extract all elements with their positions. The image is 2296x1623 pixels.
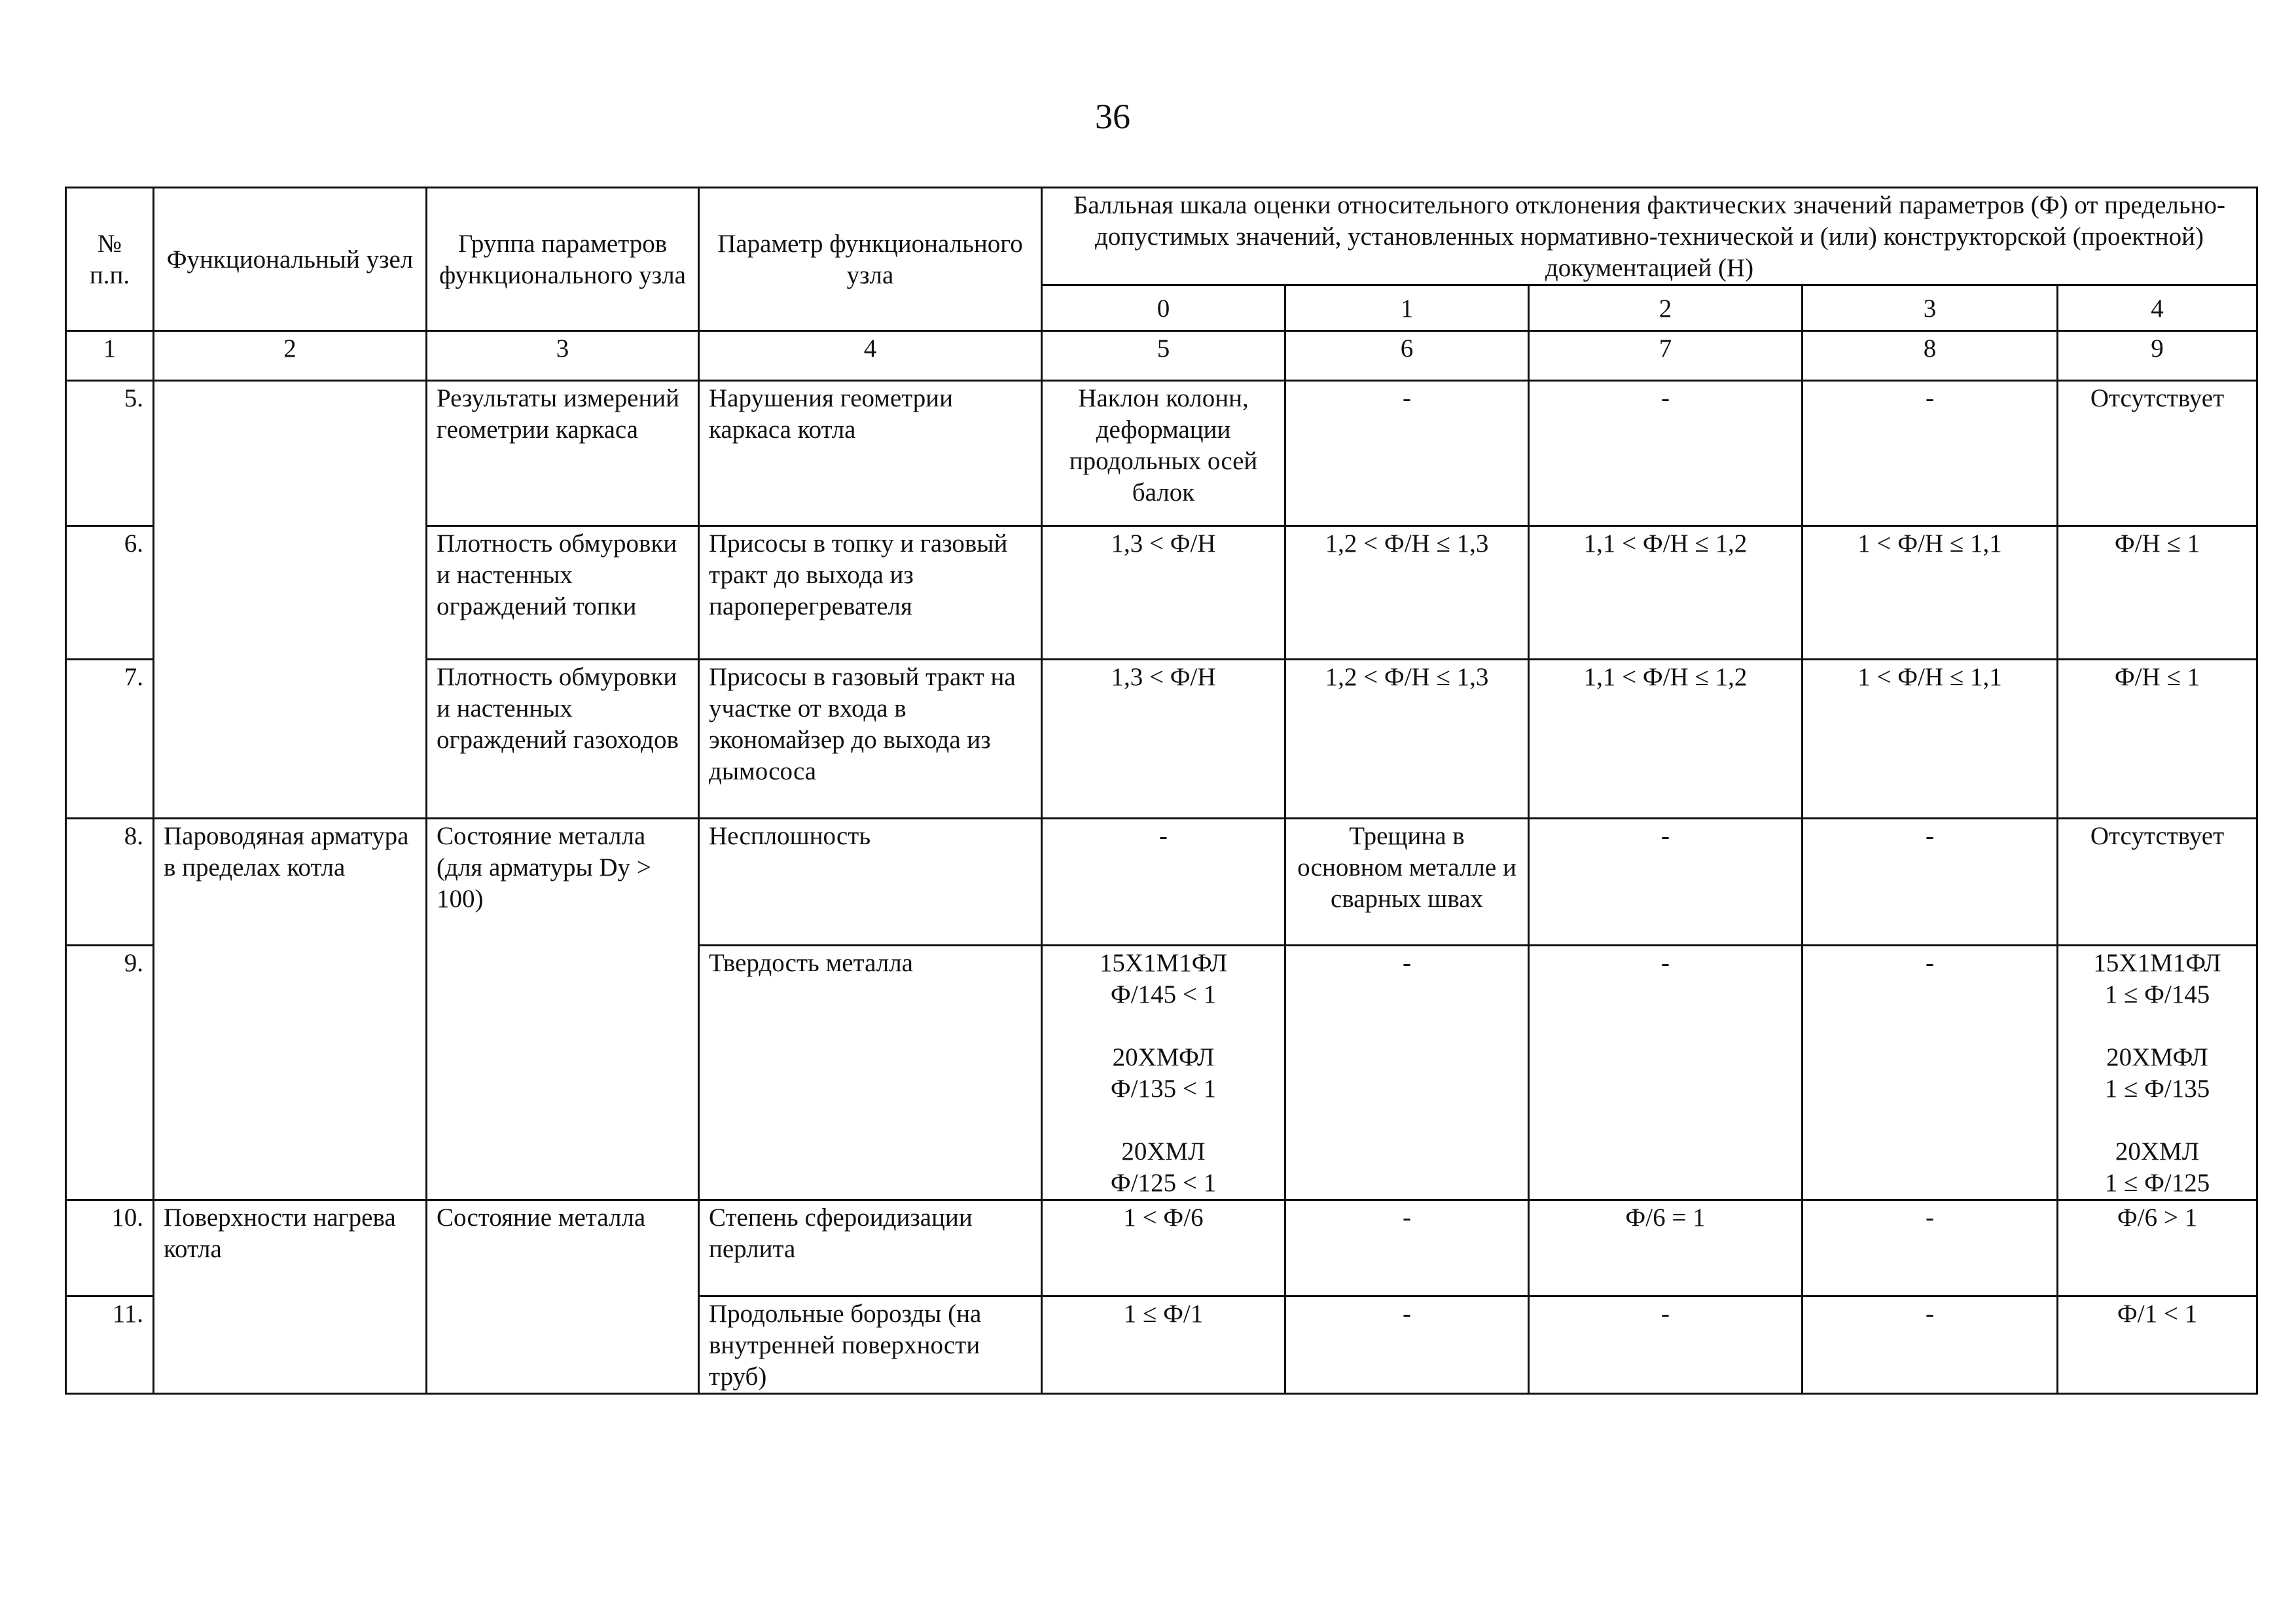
column-number: 1 — [66, 331, 154, 381]
row-number: 8. — [66, 819, 154, 946]
header-score-0: 0 — [1042, 285, 1285, 331]
score-4-cell: Ф/Н ≤ 1 — [2058, 526, 2257, 660]
steel-grade: 20ХМЛ — [1121, 1137, 1206, 1166]
score-1-cell: - — [1285, 1296, 1529, 1394]
steel-condition: 1 ≤ Ф/145 — [2104, 980, 2210, 1008]
header-score-3: 3 — [1803, 285, 2058, 331]
score-2-cell: 1,1 < Ф/Н ≤ 1,2 — [1529, 526, 1803, 660]
header-score-4: 4 — [2058, 285, 2257, 331]
param-cell: Присосы в газовый тракт на участке от входа в экономайзер до выхода из дымососа — [699, 660, 1042, 819]
param-cell: Присосы в топку и газовый тракт до выхода из пароперегревателя — [699, 526, 1042, 660]
steel-condition: Ф/125 < 1 — [1110, 1169, 1217, 1197]
header-param: Параметр функционального узла — [699, 188, 1042, 331]
score-3-cell: 1 < Ф/Н ≤ 1,1 — [1803, 660, 2058, 819]
score-4-cell: Отсутствует — [2058, 381, 2257, 526]
row-number: 5. — [66, 381, 154, 526]
column-number: 7 — [1529, 331, 1803, 381]
param-cell: Продольные борозды (на внутренней поверхности труб) — [699, 1296, 1042, 1394]
score-4-cell: Ф/1 < 1 — [2058, 1296, 2257, 1394]
header-num: № п.п. — [66, 188, 154, 331]
row-number: 7. — [66, 660, 154, 819]
header-unit: Функциональный узел — [154, 188, 427, 331]
score-4-cell: Отсутствует — [2058, 819, 2257, 946]
assessment-table — [65, 187, 2258, 1395]
steel-condition: Ф/145 < 1 — [1110, 980, 1217, 1008]
score-2-cell: Ф/6 = 1 — [1529, 1200, 1803, 1296]
score-3-cell: - — [1803, 381, 2058, 526]
steel-condition: 1 ≤ Ф/135 — [2104, 1075, 2210, 1103]
score-0-cell — [1042, 946, 1285, 1200]
score-1-cell: - — [1285, 1200, 1529, 1296]
score-2-cell: - — [1529, 1296, 1803, 1394]
score-2-cell: - — [1529, 819, 1803, 946]
score-1-cell: - — [1285, 381, 1529, 526]
score-0-cell: 1 ≤ Ф/1 — [1042, 1296, 1285, 1394]
unit-cell: Поверхности нагрева котла — [154, 1200, 427, 1394]
param-cell: Нарушения геометрии каркаса котла — [699, 381, 1042, 526]
row-number: 6. — [66, 526, 154, 660]
column-number: 3 — [427, 331, 699, 381]
column-number: 2 — [154, 331, 427, 381]
score-0-cell: 1 < Ф/6 — [1042, 1200, 1285, 1296]
column-number: 8 — [1803, 331, 2058, 381]
table-row — [66, 1200, 2257, 1296]
score-0-cell: - — [1042, 819, 1285, 946]
header-score-2: 2 — [1529, 285, 1803, 331]
score-4-cell — [2058, 946, 2257, 1200]
group-cell: Состояние металла (для арматуры Dy > 100) — [427, 819, 699, 1200]
score-2-cell: 1,1 < Ф/Н ≤ 1,2 — [1529, 660, 1803, 819]
steel-grade: 20ХМФЛ — [2106, 1043, 2208, 1071]
group-cell: Плотность обмуровки и настенных ограждений топки — [427, 526, 699, 660]
header-scale: Балльная шкала оценки относительного отклонения фактических значений параметров (Ф) от предельно-допустимых значений, установленных нормативно-технической и (или) конструкторской (проектной) документацией (Н) — [1042, 188, 2257, 285]
steel-grade: 15Х1М1ФЛ — [1099, 949, 1228, 977]
score-2-cell: - — [1529, 381, 1803, 526]
column-numbers-row — [66, 331, 2257, 381]
row-number: 10. — [66, 1200, 154, 1296]
param-cell: Твердость металла — [699, 946, 1042, 1200]
header-row-1 — [66, 188, 2257, 285]
score-1-cell: Трещина в основном металле и сварных швах — [1285, 819, 1529, 946]
column-number: 6 — [1285, 331, 1529, 381]
steel-grade: 20ХМЛ — [2115, 1137, 2200, 1166]
score-4-cell: Ф/Н ≤ 1 — [2058, 660, 2257, 819]
steel-condition: Ф/135 < 1 — [1110, 1075, 1217, 1103]
column-number: 5 — [1042, 331, 1285, 381]
score-3-cell: - — [1803, 1296, 2058, 1394]
steel-grade: 20ХМФЛ — [1112, 1043, 1215, 1071]
param-cell: Степень сфероидизации перлита — [699, 1200, 1042, 1296]
table-row — [66, 819, 2257, 946]
score-0-cell: 1,3 < Ф/Н — [1042, 526, 1285, 660]
score-3-cell: 1 < Ф/Н ≤ 1,1 — [1803, 526, 2058, 660]
score-4-cell: Ф/6 > 1 — [2058, 1200, 2257, 1296]
score-1-cell: 1,2 < Ф/Н ≤ 1,3 — [1285, 526, 1529, 660]
header-group: Группа параметров функционального узла — [427, 188, 699, 331]
page-number: 36 — [1095, 97, 1130, 136]
score-0-cell: Наклон колонн, деформации продольных осей балок — [1042, 381, 1285, 526]
table-row — [66, 381, 2257, 526]
group-cell: Результаты измерений геометрии каркаса — [427, 381, 699, 526]
param-cell: Несплошность — [699, 819, 1042, 946]
score-2-cell: - — [1529, 946, 1803, 1200]
group-cell: Состояние металла — [427, 1200, 699, 1394]
column-number: 4 — [699, 331, 1042, 381]
score-1-cell: - — [1285, 946, 1529, 1200]
score-3-cell: - — [1803, 819, 2058, 946]
row-number: 9. — [66, 946, 154, 1200]
steel-condition: 1 ≤ Ф/125 — [2104, 1169, 2210, 1197]
score-3-cell: - — [1803, 1200, 2058, 1296]
group-cell: Плотность обмуровки и настенных ограждений газоходов — [427, 660, 699, 819]
unit-cell: Пароводяная арматура в пределах котла — [154, 819, 427, 1200]
score-0-cell: 1,3 < Ф/Н — [1042, 660, 1285, 819]
unit-cell-empty — [154, 381, 427, 819]
steel-grade: 15Х1М1ФЛ — [2093, 949, 2221, 977]
score-3-cell: - — [1803, 946, 2058, 1200]
row-number: 11. — [66, 1296, 154, 1394]
score-1-cell: 1,2 < Ф/Н ≤ 1,3 — [1285, 660, 1529, 819]
column-number: 9 — [2058, 331, 2257, 381]
header-score-1: 1 — [1285, 285, 1529, 331]
